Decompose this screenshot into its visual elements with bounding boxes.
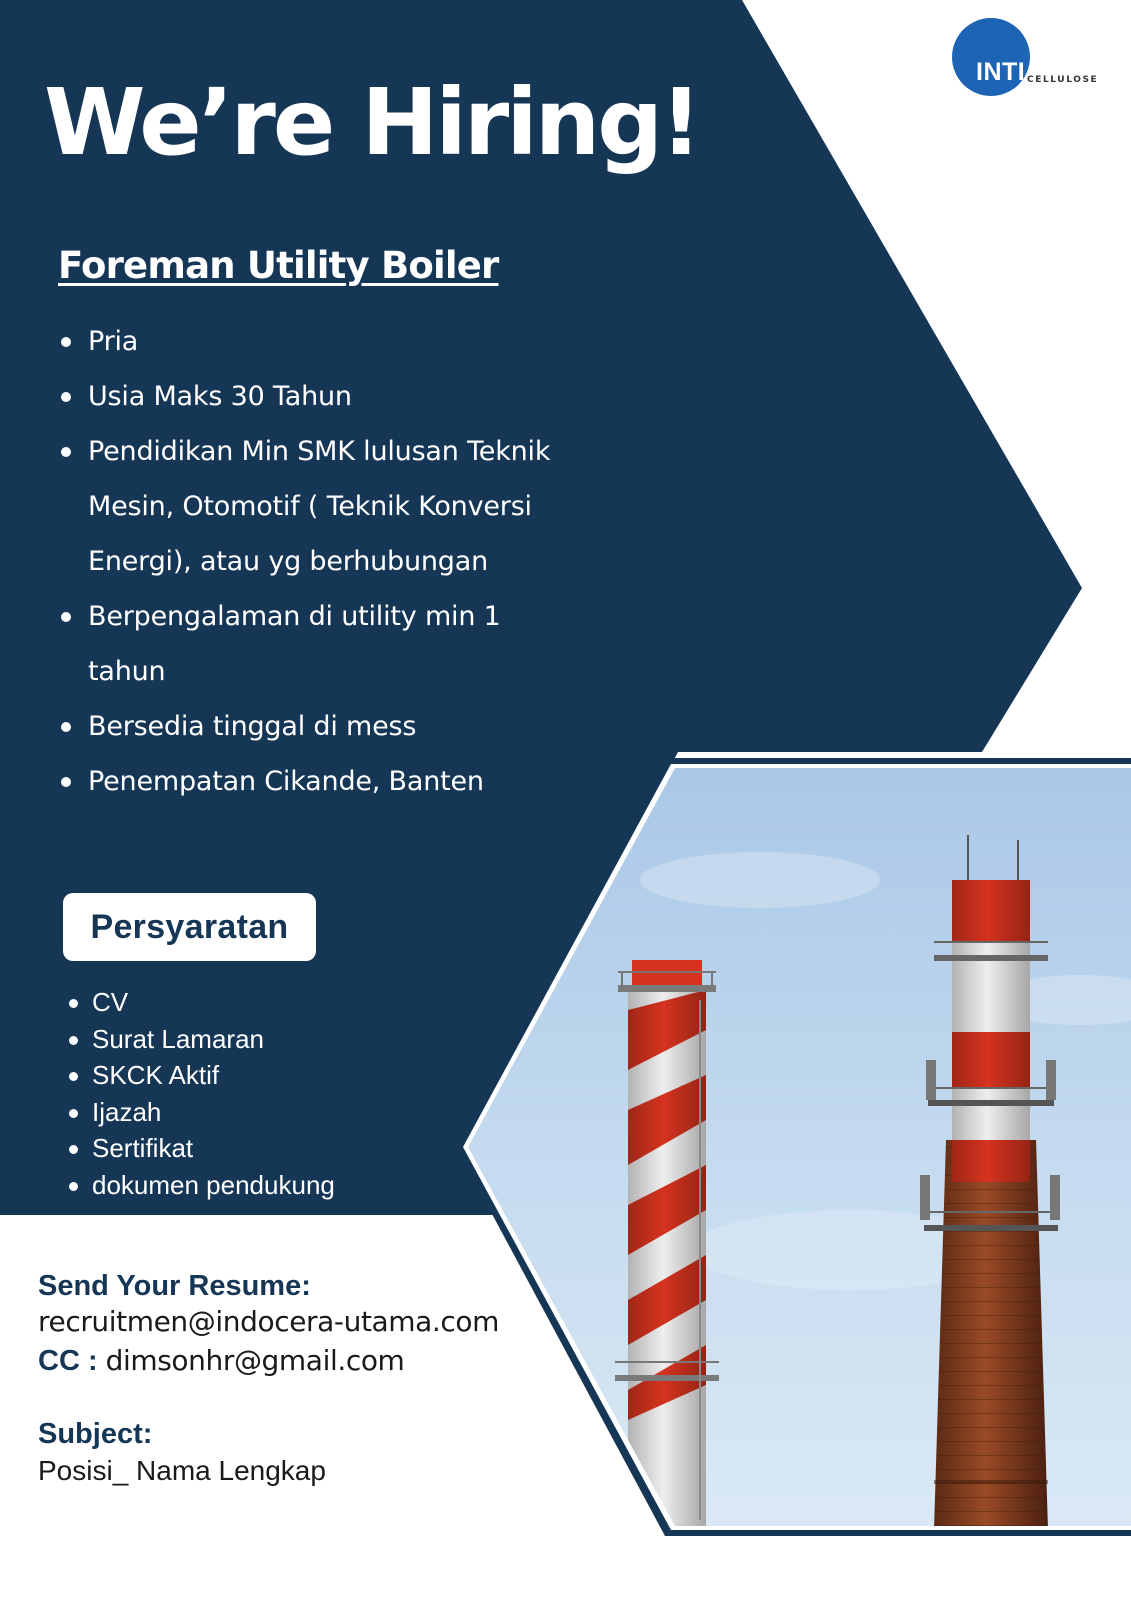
qualification-item: Penempatan Cikande, Banten bbox=[58, 754, 578, 809]
qualification-item: Pria bbox=[58, 314, 578, 369]
left-chimney bbox=[615, 960, 719, 1530]
requirement-item: dokumen pendukung bbox=[66, 1167, 335, 1204]
qualification-item: Berpengalaman di utility min 1 tahun bbox=[58, 589, 578, 699]
subject-format: Posisi_ Nama Lengkap bbox=[38, 1455, 326, 1486]
qualification-item: Usia Maks 30 Tahun bbox=[58, 369, 578, 424]
cc-email[interactable]: dimsonhr@gmail.com bbox=[105, 1344, 405, 1377]
requirements-badge: Persyaratan bbox=[63, 893, 316, 961]
requirements-list bbox=[66, 984, 335, 1203]
requirement-item: CV bbox=[66, 984, 335, 1021]
hiring-headline: We’re Hiring! bbox=[44, 69, 700, 176]
qualification-item: Bersedia tinggal di mess bbox=[58, 699, 578, 754]
cc-row bbox=[38, 1344, 404, 1378]
job-title: Foreman Utility Boiler bbox=[58, 244, 499, 287]
qualification-list bbox=[58, 314, 578, 809]
company-logo-subtext: CELLULOSE bbox=[1027, 75, 1099, 85]
requirement-item: Surat Lamaran bbox=[66, 1021, 335, 1058]
send-resume-label: Send Your Resume: bbox=[38, 1270, 311, 1302]
recruitment-email[interactable]: recruitmen@indocera-utama.com bbox=[38, 1305, 500, 1338]
requirement-item: Sertifikat bbox=[66, 1130, 335, 1167]
requirement-item: Ijazah bbox=[66, 1094, 335, 1131]
company-logo-text: INTI bbox=[976, 58, 1026, 86]
qualification-item: Pendidikan Min SMK lulusan Teknik Mesin, Otomotif ( Teknik Konversi Energi), atau yg berhubungan bbox=[58, 424, 578, 589]
cc-label: CC : bbox=[38, 1345, 98, 1377]
requirement-item: SKCK Aktif bbox=[66, 1057, 335, 1094]
subject-label: Subject: bbox=[38, 1418, 153, 1450]
